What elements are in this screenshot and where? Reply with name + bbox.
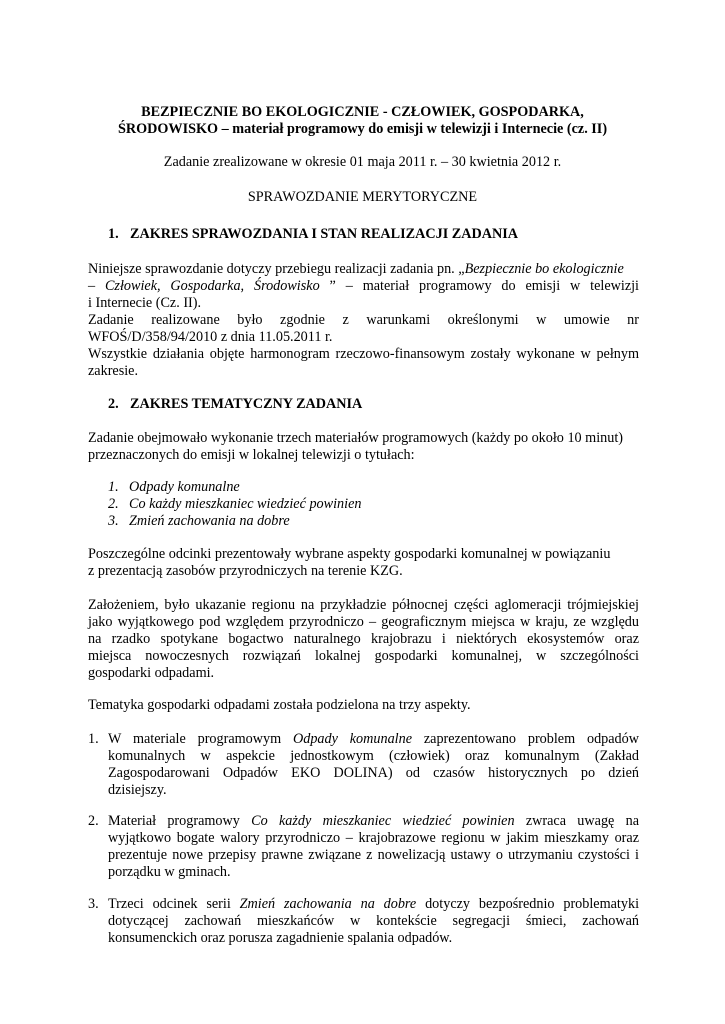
s2-goal-paragraph xyxy=(88,597,639,682)
s2-aspects-line1: Poszczególne odcinki prezentowały wybrane aspekty gospodarki komunalnej w powiązaniu xyxy=(88,546,611,562)
document-title xyxy=(60,104,665,138)
item-text: zwraca uwagę na xyxy=(514,813,640,829)
s2-goal-line: miejsca nowoczesnych rozwiązań lokalnej gospodarki komunalnej, w szczególności xyxy=(88,648,639,664)
s1-p1-italic-b: – Człowiek, Gospodarka, Środowisko xyxy=(88,278,320,294)
section-2-intro xyxy=(88,430,639,464)
item-line: komunalnych w aspekcie jednostkowym (człowiek) oraz komunalnym (Zakład xyxy=(108,748,639,764)
s1-p1-line3: i Internecie (Cz. II). xyxy=(88,295,202,311)
item-text: Materiał programowy xyxy=(108,813,252,829)
s2-intro-line2: przeznaczonych do emisji w lokalnej telewizji o tytułach: xyxy=(88,447,415,463)
section-1-number: 1. xyxy=(108,226,119,242)
list-title: Zmień zachowania na dobre xyxy=(129,513,290,529)
section-2-number: 2. xyxy=(108,396,119,412)
item-text: dotyczy bezpośrednio problematyki xyxy=(416,896,640,912)
title-line-1: BEZPIECZNIE BO EKOLOGICZNIE - CZŁOWIEK, GOSPODARKA, xyxy=(141,104,584,120)
list-title: Co każdy mieszkaniec wiedzieć powinien xyxy=(129,496,362,512)
s1-p1-line2 xyxy=(88,278,639,295)
item-text: W materiale programowym xyxy=(108,731,293,747)
item-italic: Co każdy mieszkaniec wiedzieć powinien xyxy=(251,813,515,829)
item-body xyxy=(108,896,639,947)
item-line: dotyczącej zachowań mieszkańców w kontekście segregacji śmieci, zachowań xyxy=(108,913,639,929)
s1-p1-text-a: Niniejsze sprawozdanie dotyczy przebiegu realizacji zadania pn. „ xyxy=(88,261,465,277)
period-line: Zadanie zrealizowane w okresie 01 maja 2011 r. – 30 kwietnia 2012 r. xyxy=(163,154,562,170)
list-number: 2. xyxy=(108,496,119,512)
item-line xyxy=(108,813,639,830)
list-number: 3. xyxy=(108,513,119,529)
s1-p2-line2: WFOŚ/D/358/94/2010 z dnia 11.05.2011 r. xyxy=(88,329,333,345)
s2-intro-line1: Zadanie obejmowało wykonanie trzech materiałów programowych (każdy po około 10 minut) xyxy=(88,430,624,446)
section-2-title: ZAKRES TEMATYCZNY ZADANIA xyxy=(130,396,363,412)
section-2-heading xyxy=(108,396,362,413)
title-line-2: ŚRODOWISKO – materiał programowy do emisji w telewizji i Internecie (cz. II) xyxy=(117,121,608,137)
item-text: zaprezentowano problem odpadów xyxy=(412,731,639,747)
s1-p1-line1 xyxy=(88,261,639,278)
item-text: Trzeci odcinek serii xyxy=(108,896,240,912)
item-number: 2. xyxy=(88,813,99,829)
section-1-title: ZAKRES SPRAWOZDANIA I STAN REALIZACJI ZADANIA xyxy=(130,226,518,242)
episode-title-list xyxy=(108,479,361,530)
item-body xyxy=(108,731,639,799)
item-number: 3. xyxy=(88,896,99,912)
item-line xyxy=(108,896,639,913)
list-number: 1. xyxy=(108,479,119,495)
item-line: Zagospodarowani Odpadów EKO DOLINA) od czasów historycznych po dzień xyxy=(108,765,639,781)
s2-goal-line: Założeniem, było ukazanie regionu na przykładzie północnej części aglomeracji trójmiejskiej xyxy=(88,597,639,613)
item-italic: Zmień zachowania na dobre xyxy=(239,896,417,912)
list-item xyxy=(108,513,361,530)
item-line: porządku w gminach. xyxy=(108,864,231,880)
s2-goal-line: na rzadko spotykane bogactwo naturalnego krajobrazu i niektórych ekosystemów oraz xyxy=(88,631,639,647)
list-item xyxy=(108,479,361,496)
section-1-heading xyxy=(108,226,518,243)
item-line: wyjątkowo bogate walory przyrodniczo – krajobrazowe regionu w jakim mieszkamy oraz xyxy=(108,830,639,846)
s2-topics-line: Tematyka gospodarki odpadami została podzielona na trzy aspekty. xyxy=(88,697,471,713)
s2-goal-line: gospodarki odpadami. xyxy=(88,665,215,681)
item-body xyxy=(108,813,639,881)
s2-aspects-paragraph xyxy=(88,546,639,580)
s1-p2-line1: Zadanie realizowane było zgodnie z warunkami określonymi w umowie nr xyxy=(88,312,639,328)
s1-p1-text-b: ” – materiał programowy do emisji w telewizji xyxy=(319,278,639,294)
item-italic: Odpady komunalne xyxy=(292,731,412,747)
list-item xyxy=(108,496,361,513)
s1-p3-line2: zakresie. xyxy=(88,363,139,379)
item-line: dzisiejszy. xyxy=(108,782,167,798)
item-line: konsumenckich oraz porusza zagadnienie spalania odpadów. xyxy=(108,930,453,946)
s1-p3-line1: Wszystkie działania objęte harmonogram rzeczowo-finansowym zostały wykonane w pełnym xyxy=(88,346,639,362)
s1-p1-italic-a: Bezpiecznie bo ekologicznie xyxy=(464,261,624,277)
list-title: Odpady komunalne xyxy=(129,479,240,495)
item-number: 1. xyxy=(88,731,99,747)
report-type: SPRAWOZDANIE MERYTORYCZNE xyxy=(247,189,478,205)
s2-goal-line: jako wyjątkowego pod względem przyrodniczo – geograficznym miejsca w kraju, ze względu xyxy=(88,614,639,630)
item-line xyxy=(108,731,639,748)
section-1-body xyxy=(88,261,639,380)
item-line: prezentuje nowe przepisy prawne związane z nowelizacją ustawy o utrzymaniu czystości i xyxy=(108,847,639,863)
s2-aspects-line2: z prezentacją zasobów przyrodniczych na terenie KZG. xyxy=(88,563,403,579)
